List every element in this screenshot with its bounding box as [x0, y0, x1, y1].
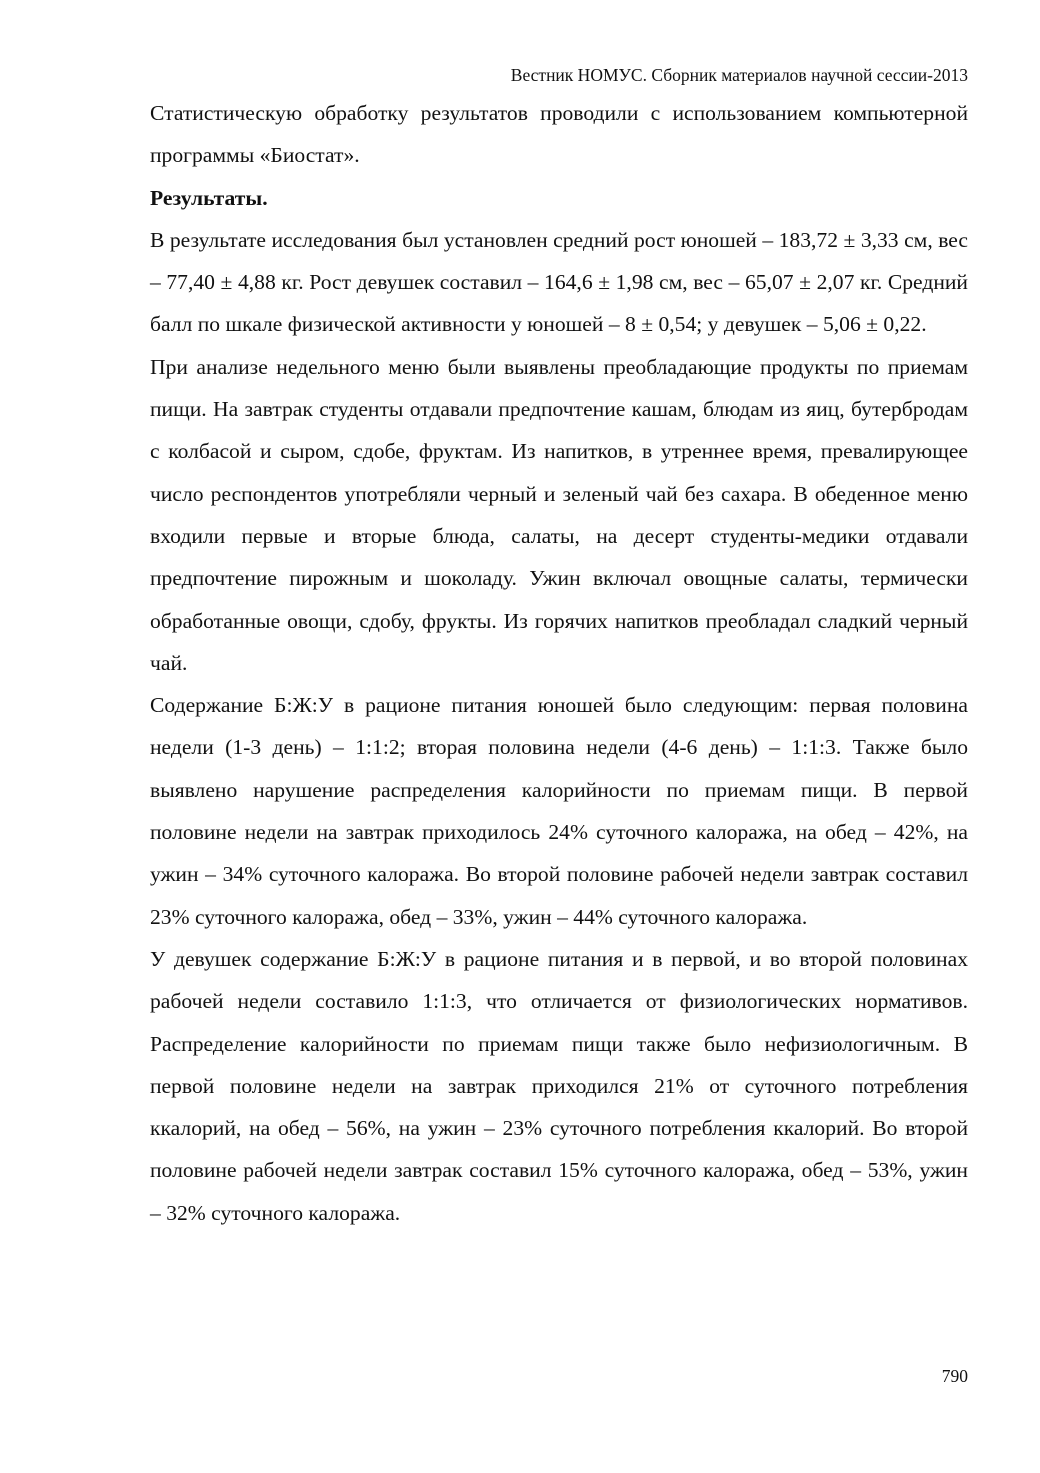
body-text: [150, 92, 968, 1234]
page-number: 790: [941, 1366, 968, 1386]
paragraph-young-men-diet: Содержание Б:Ж:У в рационе питания юношей было следующим: первая половина недели (1-3 день) – 1:1:2; вторая половина недели (4-6 день) – 1:1:3. Также было выявлено нарушение распределения калорийности по приемам пищи. В первой половине недели на завтрак приходилось 24% суточного калоража, на обед – 42%, на ужин – 34% суточного калоража. Во второй половине рабочей недели завтрак составил 23% суточного калоража, обед – 33%, ужин – 44% суточного калоража.: [150, 693, 968, 929]
paragraph-weekly-menu: При анализе недельного меню были выявлены преобладающие продукты по приемам пищи. На завтрак студенты отдавали предпочтение кашам, блюдам из яиц, бутербродам с колбасой и сыром, сдобе, фруктам. Из напитков, в утреннее время, превалирующее число респондентов употребляли черный и зеленый чай без сахара. В обеденное меню входили первые и вторые блюда, салаты, на десерт студенты-медики отдавали предпочтение пирожным и шоколаду. Ужин включал овощные салаты, термически обработанные овощи, сдобу, фрукты. Из горячих напитков преобладал сладкий черный чай.: [150, 354, 968, 675]
running-header: Вестник НОМУС. Сборник материалов научной сессии-2013: [510, 65, 968, 85]
intro-paragraph: Статистическую обработку результатов проводили с использованием компьютерной программы «Биостат».: [150, 101, 968, 168]
paragraph-anthropometry: В результате исследования был установлен средний рост юношей – 183,72 ± 3,33 см, вес – 77,40 ± 4,88 кг. Рост девушек составил – 164,6 ± 1,98 см, вес – 65,07 ± 2,07 кг. Средний балл по шкале физической активности у юношей – 8 ± 0,54; у девушек – 5,06 ± 0,22.: [150, 227, 968, 337]
results-heading: Результаты.: [150, 185, 268, 210]
paragraph-young-women-diet: У девушек содержание Б:Ж:У в рационе питания и в первой, и во второй половинах рабочей недели составило 1:1:3, что отличается от физиологических нормативов. Распределение калорийности по приемам пищи также было нефизиологичным. В первой половине недели на завтрак приходился 21% от суточного потребления ккалорий, на обед – 56%, на ужин – 23% суточного потребления ккалорий. Во второй половине рабочей недели завтрак составил 15% суточного калоража, обед – 53%, ужин – 32% суточного калоража.: [150, 946, 968, 1225]
